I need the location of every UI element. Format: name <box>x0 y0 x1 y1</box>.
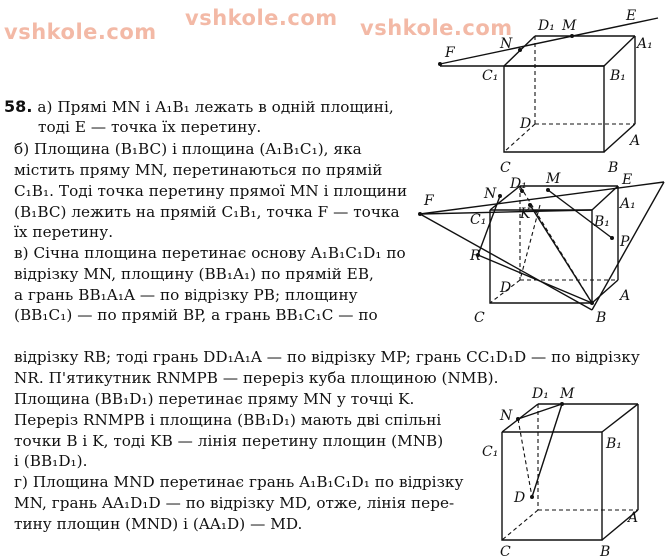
text-line-16: точки B і K, тоді KB — лінія перетину площин (MNB) <box>14 432 444 450</box>
watermark: vshkole.com <box>4 20 157 44</box>
fig2-label-D1: D₁ <box>510 176 527 192</box>
fig3-label-D: D <box>514 490 526 506</box>
fig1-label-B1: B₁ <box>610 68 626 84</box>
fig2-label-E: E <box>622 172 633 188</box>
fig3-label-C1: C₁ <box>482 444 499 460</box>
fig2-label-P: P <box>620 234 630 250</box>
fig1-label-E: E <box>626 8 637 24</box>
text-line-13: NR. П'ятикутник RNMPB — переріз куба площиною (NMB). <box>14 369 499 387</box>
fig1-label-N: N <box>500 36 513 52</box>
text-line-9: відрізку MN, площину (BB₁A₁) по прямій EB, <box>14 265 374 283</box>
fig1-label-C: C <box>500 160 511 176</box>
text-line-14: Площина (BB₁D₁) перетинає пряму MN у точці K. <box>14 390 415 408</box>
fig2-label-K: K <box>520 206 531 222</box>
fig3-label-A: A <box>628 510 639 526</box>
text-line-1-content: а) Прямі MN і A₁B₁ лежать в одній площині, <box>37 98 394 116</box>
fig3-label-M: M <box>560 386 575 402</box>
text-line-8: в) Січна площина перетинає основу A₁B₁C₁D₁ по <box>14 244 406 262</box>
fig2-label-B: B <box>596 310 607 326</box>
fig3-label-B1: B₁ <box>606 436 622 452</box>
fig1-label-C1: C₁ <box>482 68 499 84</box>
problem-number: 58. <box>4 97 33 116</box>
fig2-label-A1: A₁ <box>620 196 636 212</box>
fig2-label-C1: C₁ <box>470 212 487 228</box>
text-line-19: MN, грань AA₁D₁D — по відрізку MD, отже, лінія пере- <box>14 494 455 512</box>
fig2-label-R: R <box>470 248 481 264</box>
text-line-10: а грань BB₁A₁A — по відрізку PB; площину <box>14 286 358 304</box>
text-line-5: C₁B₁. Тоді точка перетину прямої MN і площини <box>14 182 408 200</box>
text-line-11: (BB₁C₁) — по прямій BP, а грань BB₁C₁C — по <box>14 306 378 324</box>
fig1-label-F: F <box>445 45 455 61</box>
watermark: vshkole.com <box>360 16 513 40</box>
text-line-20: тину площин (MND) і (AA₁D) — MD. <box>14 515 303 533</box>
text-line-2: тоді E — точка їх перетину. <box>38 118 262 136</box>
cube-figure-1 <box>438 18 658 152</box>
fig1-label-D1: D₁ <box>538 18 555 34</box>
fig2-label-B1: B₁ <box>594 214 610 230</box>
text-line-6: (B₁BC) лежить на прямій C₁B₁, точка F — точка <box>14 203 400 221</box>
watermark: vshkole.com <box>185 6 338 30</box>
fig2-label-D: D <box>500 280 512 296</box>
fig1-label-A: A <box>630 133 641 149</box>
text-line-4: містить пряму MN, перетинаються по прямій <box>14 161 383 179</box>
text-line-3: б) Площина (B₁BC) і площина (A₁B₁C₁), яка <box>14 140 362 158</box>
cube-figure-3 <box>502 402 638 540</box>
fig3-label-N: N <box>500 408 513 424</box>
fig3-label-D1: D₁ <box>532 386 549 402</box>
text-line-7: їх перетину. <box>14 223 114 241</box>
text-line-12: відрізку RB; тоді грань DD₁A₁A — по відрізку MP; грань CC₁D₁D — по відрізку <box>14 348 640 366</box>
fig3-label-B: B <box>600 544 611 560</box>
text-line-18: г) Площина MND перетинає грань A₁B₁C₁D₁ по відрізку <box>14 473 464 491</box>
fig1-label-D: D <box>520 116 532 132</box>
text-line-15: Переріз RNMPB і площина (BB₁D₁) мають дві спільні <box>14 411 442 429</box>
fig2-label-F: F <box>424 193 434 209</box>
fig2-label-C: C <box>474 310 485 326</box>
fig1-label-B: B <box>608 160 619 176</box>
fig2-label-N: N <box>484 186 497 202</box>
fig3-label-C: C <box>500 544 511 560</box>
fig2-label-A: A <box>620 288 631 304</box>
fig2-label-M: M <box>546 171 561 187</box>
fig1-label-A1: A₁ <box>637 36 653 52</box>
fig1-label-M: M <box>562 18 577 34</box>
text-line-17: і (BB₁D₁). <box>14 452 88 470</box>
